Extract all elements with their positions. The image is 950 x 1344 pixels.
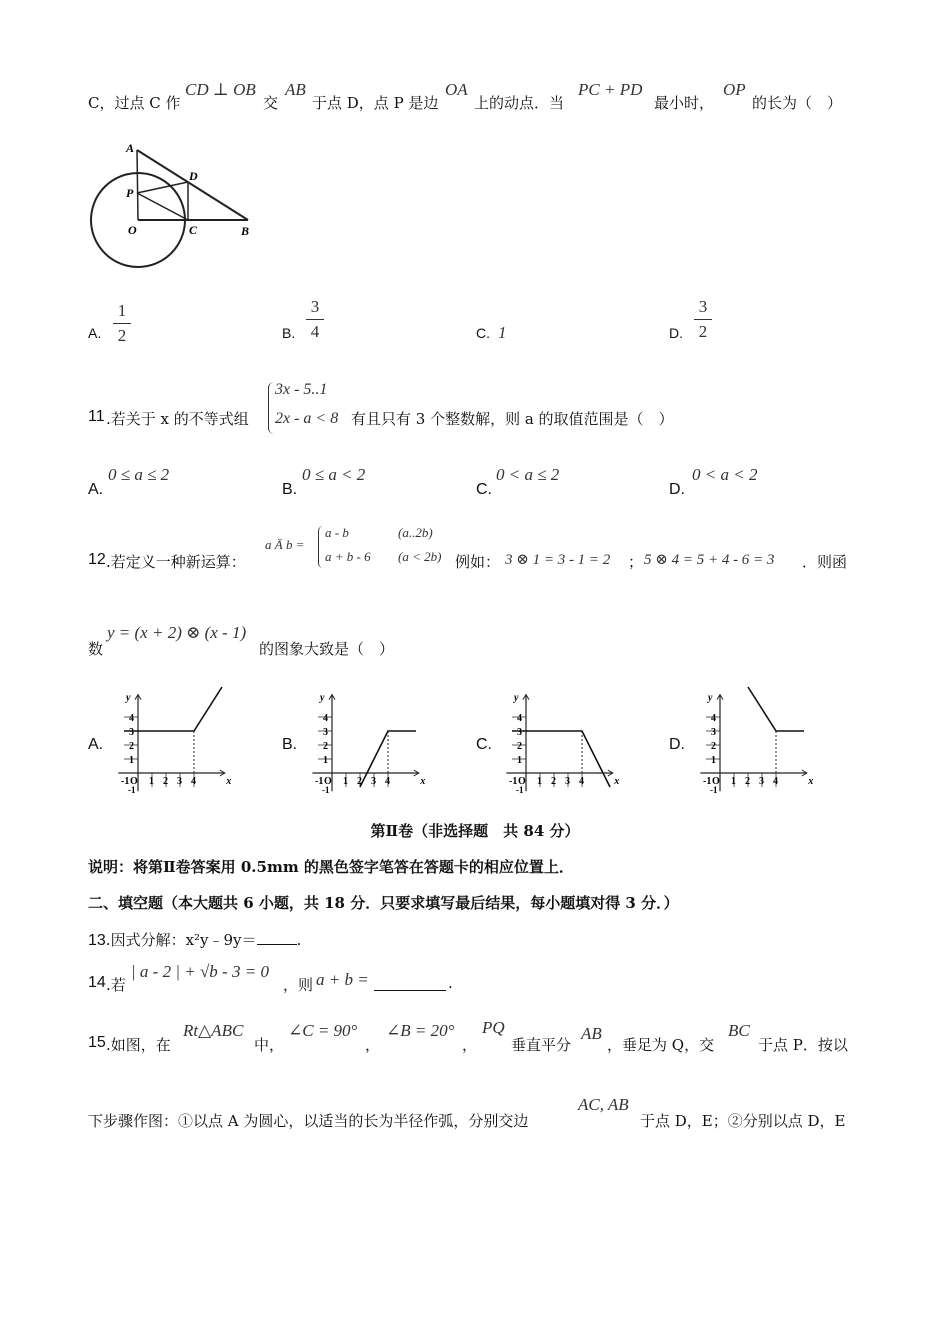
x-tick-label: -1 — [509, 776, 518, 787]
q12-example-1: 3 ⊗ 1 = 3 - 1 = 2 — [505, 552, 611, 568]
x-axis-label: x — [226, 776, 232, 787]
x-tick-label: 2 — [163, 776, 168, 787]
x-axis-label: x — [808, 776, 814, 787]
x-tick-label: 3 — [371, 776, 376, 787]
q10-option-c-letter[interactable]: C. — [476, 325, 490, 341]
x-tick-label: O — [712, 776, 720, 787]
y-neg-label: -1 — [322, 785, 330, 795]
q15-number: 15 — [88, 1034, 106, 1051]
q10-text-5: 最小时， — [654, 94, 715, 112]
x-tick-label: -1 — [703, 776, 712, 787]
line-pd — [137, 182, 188, 193]
function-curve — [124, 687, 222, 731]
denominator: 4 — [310, 322, 320, 341]
q10-text-6: 的长为（ ） — [752, 94, 843, 112]
line-pc — [137, 193, 188, 220]
q12-graph-a[interactable] — [108, 683, 230, 801]
q15-math-ab: AB — [581, 1024, 602, 1043]
q11-option-d-letter[interactable]: D. — [669, 481, 685, 498]
label-c: C — [189, 223, 198, 237]
q10-line — [88, 92, 181, 113]
q10-math-op: OP — [723, 80, 746, 99]
q13-answer-blank[interactable] — [257, 944, 297, 945]
q11-option-a-value[interactable]: 0 ≤ a ≤ 2 — [108, 465, 170, 484]
label-o: O — [128, 223, 137, 237]
y-tick-label: 4 — [517, 713, 522, 724]
y-tick-label: 4 — [711, 713, 716, 724]
q12-number: 12 — [88, 551, 106, 568]
q11-option-d-value[interactable]: 0 < a < 2 — [692, 465, 758, 484]
q11-option-a-letter[interactable]: A. — [88, 481, 104, 498]
x-tick-label: 1 — [731, 776, 736, 787]
section2-heading: 二、填空题（本大题共 6 小题，共 18 分．只要求填写最后结果，每小题填对得 3 分．） — [88, 894, 679, 912]
x-tick-label: 2 — [551, 776, 556, 787]
q14-text-1: .若 — [106, 976, 126, 994]
q12-def-lhs: a Ä b = — [265, 537, 305, 552]
q15-text-1: .如图，在 — [106, 1036, 171, 1054]
line-oa — [137, 150, 138, 220]
y-tick-label: 3 — [129, 727, 134, 738]
q11-system-line-2: 2x - a < 8 — [275, 410, 339, 427]
q12-text-2: 例如： — [455, 553, 501, 571]
y-axis-label: y — [320, 692, 325, 704]
q10-option-a-fraction[interactable] — [113, 301, 131, 346]
x-tick-label: 2 — [357, 776, 362, 787]
q13-number: 13 — [88, 932, 106, 949]
q13-line — [88, 929, 301, 950]
q11-option-c-value[interactable]: 0 < a ≤ 2 — [496, 465, 560, 484]
q12-cond-2: (a < 2b) — [398, 549, 442, 564]
x-tick-label: 4 — [579, 776, 584, 787]
q14-text-2: ，则 — [283, 976, 314, 994]
line-ab — [137, 150, 248, 220]
q15-math-angle-b: ∠B = 20° — [386, 1021, 455, 1040]
y-tick-label: 4 — [323, 713, 328, 724]
q10-text-1: C，过点 C 作 — [88, 94, 181, 112]
x-tick-label: O — [324, 776, 332, 787]
q15-text-5: 于点 P．按以 — [758, 1036, 848, 1054]
q15-text-2: 中， — [254, 1036, 285, 1054]
y-neg-label: -1 — [710, 785, 718, 795]
q12-sep: ； — [628, 553, 644, 571]
y-tick-label: 1 — [517, 755, 522, 766]
q12-option-d-letter[interactable]: D. — [669, 736, 685, 753]
q11-brace — [268, 382, 274, 434]
q12-function: y = (x + 2) ⊗ (x - 1) — [107, 623, 247, 642]
y-neg-label: -1 — [128, 785, 136, 795]
q12-case-2: a + b - 6 — [325, 549, 371, 564]
q12-text-5: 的图象大致是（ ） — [259, 640, 395, 658]
q11-option-b-value[interactable]: 0 ≤ a < 2 — [302, 465, 366, 484]
label-d: D — [189, 169, 198, 183]
x-tick-label: 4 — [385, 776, 390, 787]
y-axis-label: y — [514, 692, 519, 704]
q11-text-2: 有且只有 3 个整数解，则 a 的取值范围是（ ） — [351, 410, 674, 428]
x-axis-label: x — [420, 776, 426, 787]
q10-math-ab: AB — [285, 80, 306, 99]
function-curve — [512, 731, 610, 787]
q15-math-ac-ab: AC, AB — [578, 1095, 629, 1114]
q14-expression-2: a + b = — [316, 970, 369, 989]
denominator: 2 — [117, 326, 127, 345]
q10-geometry-figure — [88, 135, 263, 270]
function-curve — [748, 687, 804, 731]
q15-line-2b: 于点 D，E；②分别以点 D，E — [640, 1112, 846, 1130]
q15-math-rt-abc: Rt△ABC — [183, 1021, 244, 1040]
q15-math-bc: BC — [728, 1021, 750, 1040]
q12-text-1: .若定义一种新运算： — [106, 553, 246, 571]
q14-expression: | a - 2 | + √b - 3 = 0 — [131, 962, 269, 981]
q15-comma-2: ， — [462, 1036, 478, 1054]
q15-text-4: ，垂足为 Q，交 — [607, 1036, 715, 1054]
numerator: 3 — [698, 297, 708, 316]
x-tick-label: -1 — [315, 776, 324, 787]
q10-text-2: 交 — [263, 94, 279, 112]
q10-option-c-value[interactable]: 1 — [498, 323, 507, 342]
q12-option-c-letter[interactable]: C. — [476, 736, 492, 753]
q12-brace — [318, 526, 323, 568]
q15-comma-1: ， — [365, 1036, 381, 1054]
q12-cond-1: (a..2b) — [398, 525, 433, 540]
x-tick-label: 4 — [773, 776, 778, 787]
q15-text-3: 垂直平分 — [511, 1036, 572, 1054]
label-p: P — [126, 186, 134, 200]
y-tick-label: 2 — [323, 741, 328, 752]
denominator: 2 — [698, 322, 708, 341]
y-axis-label: y — [708, 692, 713, 704]
y-tick-label: 3 — [711, 727, 716, 738]
q12-case-1: a - b — [325, 525, 349, 540]
x-tick-label: 1 — [537, 776, 542, 787]
q12-text-4: 数 — [88, 640, 104, 658]
numerator: 1 — [117, 301, 127, 320]
q11-system-line-1: 3x - 5..1 — [275, 381, 328, 398]
q10-math-pc-pd: PC + PD — [578, 80, 643, 99]
x-tick-label: -1 — [121, 776, 130, 787]
section2-note: 说明：将第Ⅱ卷答案用 0.5mm 的黑色签字笔答在答题卡的相应位置上． — [88, 858, 574, 876]
label-b: B — [241, 224, 250, 238]
x-tick-label: O — [518, 776, 526, 787]
section2-title: 第Ⅱ卷（非选择题 共 84 分） — [370, 822, 580, 840]
q12-graph-b[interactable] — [302, 683, 424, 801]
q11-option-b-letter[interactable]: B. — [282, 481, 298, 498]
q12-graph-d[interactable] — [690, 683, 812, 801]
q12-graph-c[interactable] — [496, 683, 618, 801]
x-axis-label: x — [614, 776, 620, 787]
q11-text-1: .若关于 x 的不等式组 — [106, 410, 249, 428]
q10-option-d-fraction[interactable] — [694, 297, 712, 342]
q12-option-b-letter[interactable]: B. — [282, 736, 298, 753]
x-tick-label: O — [130, 776, 138, 787]
y-tick-label: 2 — [517, 741, 522, 752]
x-tick-label: 3 — [565, 776, 570, 787]
label-a: A — [126, 141, 135, 155]
q10-option-b-letter[interactable]: B. — [282, 325, 296, 341]
q14-end: . — [448, 974, 453, 992]
q15-line-2a: 下步骤作图：①以点 A 为圆心，以适当的长为半径作弧，分别交边 — [88, 1112, 529, 1130]
y-tick-label: 1 — [711, 755, 716, 766]
q13-text: .因式分解：x²y﹣9y＝ — [105, 931, 257, 949]
y-tick-label: 3 — [517, 727, 522, 738]
q10-option-a-letter[interactable]: A. — [88, 325, 102, 341]
numerator: 3 — [310, 297, 320, 316]
x-tick-label: 1 — [149, 776, 154, 787]
q12-example-2: 5 ⊗ 4 = 5 + 4 - 6 = 3 — [644, 552, 775, 568]
x-tick-label: 4 — [191, 776, 196, 787]
q11-number: 11 — [88, 408, 105, 425]
q14-answer-blank[interactable] — [374, 970, 446, 991]
y-tick-label: 4 — [129, 713, 134, 724]
q15-math-pq: PQ — [482, 1018, 505, 1037]
q10-math-oa: OA — [445, 80, 468, 99]
y-tick-label: 1 — [129, 755, 134, 766]
q10-text-4: 上的动点．当 — [474, 94, 565, 112]
q15-math-angle-c: ∠C = 90° — [288, 1021, 358, 1040]
x-tick-label: 3 — [177, 776, 182, 787]
q10-option-d-letter[interactable]: D. — [669, 325, 683, 341]
x-tick-label: 3 — [759, 776, 764, 787]
q12-text-3: ．则函 — [802, 553, 848, 571]
q14-number: 14 — [88, 974, 106, 991]
y-neg-label: -1 — [516, 785, 524, 795]
x-tick-label: 1 — [343, 776, 348, 787]
y-tick-label: 2 — [711, 741, 716, 752]
x-tick-label: 2 — [745, 776, 750, 787]
q10-text-3: 于点 D，点 P 是边 — [312, 94, 439, 112]
y-axis-label: y — [126, 692, 131, 704]
q12-option-a-letter[interactable]: A. — [88, 736, 104, 753]
q11-option-c-letter[interactable]: C. — [476, 481, 492, 498]
y-tick-label: 1 — [323, 755, 328, 766]
y-tick-label: 2 — [129, 741, 134, 752]
q13-end: . — [296, 931, 302, 949]
q10-math-cd-perp-ob: CD ⊥ OB — [185, 80, 256, 99]
y-tick-label: 3 — [323, 727, 328, 738]
q10-option-b-fraction[interactable] — [306, 297, 324, 342]
